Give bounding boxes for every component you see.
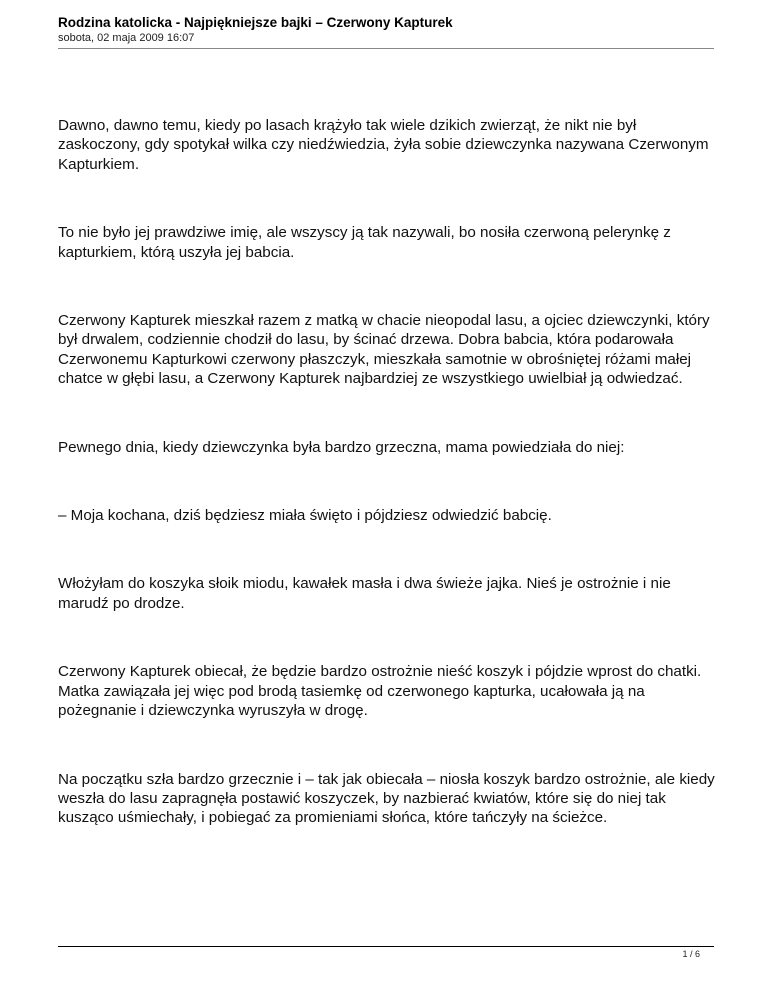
page-number: 1 / 6: [682, 949, 700, 959]
publish-date: sobota, 02 maja 2009 16:07: [58, 32, 195, 44]
paragraph: To nie było jej prawdziwe imię, ale wszyscy ją tak nazywali, bo nosiła czerwoną pelerynkę z kapturkiem, którą uszyła jej babcia.: [58, 224, 671, 261]
paragraph: Włożyłam do koszyka słoik miodu, kawałek masła i dwa świeże jajka. Nieś je ostrożnie i nie marudź po drodze.: [58, 575, 671, 612]
paragraph: Pewnego dnia, kiedy dziewczynka była bardzo grzeczna, mama powiedziała do niej:: [58, 438, 625, 456]
paragraph: – Moja kochana, dziś będziesz miała święto i pójdziesz odwiedzić babcię.: [58, 507, 552, 525]
paragraph: Dawno, dawno temu, kiedy po lasach krążyło tak wiele dzikich zwierząt, że nikt nie był zaskoczony, gdy spotykał wilka czy niedźwiedzia, żyła sobie dziewczynka nazywana Czerwonym Kapturkiem.: [58, 117, 709, 173]
article-body: [58, 116, 722, 828]
paragraph: Czerwony Kapturek obiecał, że będzie bardzo ostrożnie nieść koszyk i pójdzie wprost do chatki. Matka zawiązała jej więc pod brodą tasiemkę od czerwonego kapturka, ucałowała ją na pożegnanie i dziewczynka wyruszyła w drogę.: [58, 663, 702, 720]
page-header: [58, 14, 713, 45]
header-divider: [58, 48, 714, 49]
paragraph: Czerwony Kapturek mieszkał razem z matką w chacie nieopodal lasu, a ojciec dziewczynki, który był drwalem, codziennie chodził do lasu, by ścinać drzewa. Dobra babcia, która podarowała Czerwonemu Kapturkowi czerwony płaszczyk, mieszkała samotnie w obrośniętej różami małej chatce w głębi lasu, a Czerwony Kapturek najbardziej ze wszystkiego uwielbiał ją odwiedzać.: [58, 312, 710, 388]
document-title: Rodzina katolicka - Najpiękniejsze bajki – Czerwony Kapturek: [58, 15, 453, 30]
paragraph: Na początku szła bardzo grzecznie i – tak jak obiecała – niosła koszyk bardzo ostrożnie, ale kiedy weszła do lasu zapragnęła postawić koszyczek, by nazbierać kwiatów, które się do niej tak kusząco uśmiechały, i pobiegać za promieniami słońca, które tańczyły na ścieżce.: [58, 770, 715, 827]
footer-divider: [58, 946, 714, 947]
